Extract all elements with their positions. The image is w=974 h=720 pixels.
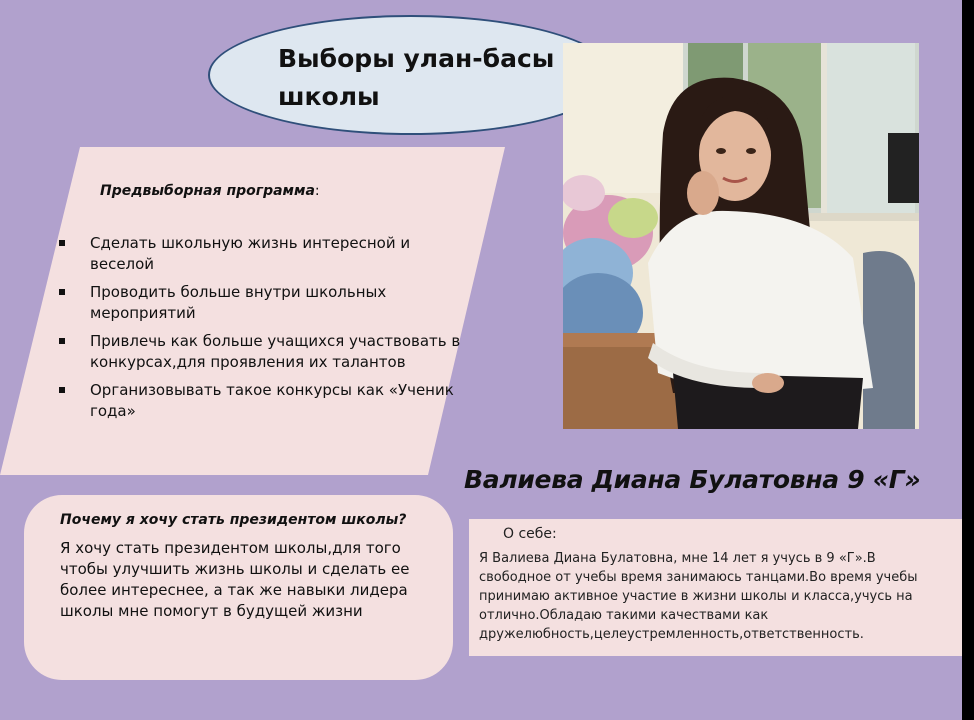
program-item-text: Проводить больше внутри школьных мероприятий [90, 283, 387, 322]
program-item [58, 380, 468, 422]
program-item-text: Сделать школьную жизнь интересной и веселой [90, 234, 411, 273]
program-heading-colon: : [314, 183, 320, 199]
program-item-text: Привлечь как больше учащихся участвовать в конкурсах,для проявления их талантов [90, 332, 461, 371]
program-list [58, 233, 468, 429]
about-label: О себе: [503, 526, 557, 542]
bullet-icon [59, 289, 65, 295]
bullet-icon [59, 240, 65, 246]
candidate-name: Валиева Диана Булатовна 9 «Г» [464, 465, 921, 494]
candidate-photo [563, 43, 919, 429]
page-title: Выборы улан-басы школы [278, 44, 555, 111]
why-text: Я хочу стать президентом школы,для того чтобы улучшить жизнь школы и сделать ее более интереснее, а так же навыки лидера школы мне помогут в будущей жизни [60, 539, 410, 620]
right-edge-strip [962, 0, 974, 720]
why-heading: Почему я хочу стать президентом школы? [60, 512, 407, 528]
program-item-text: Организовывать такое конкурсы как «Ученик года» [90, 381, 454, 420]
program-item [58, 282, 468, 324]
program-heading-text: Предвыборная программа [100, 183, 315, 199]
bullet-icon [59, 387, 65, 393]
program-heading [100, 183, 320, 199]
program-item [58, 233, 468, 275]
program-item [58, 331, 468, 373]
about-text: Я Валиева Диана Булатовна, мне 14 лет я учусь в 9 «Г».В свободное от учебы время занимаюсь танцами.Во время учебы принимаю активное участие в жизни школы и класса,учусь на отлично.Обладаю такими качествами как дружелюбность,целеустремленность,ответственность. [479, 551, 918, 642]
bullet-icon [59, 338, 65, 344]
